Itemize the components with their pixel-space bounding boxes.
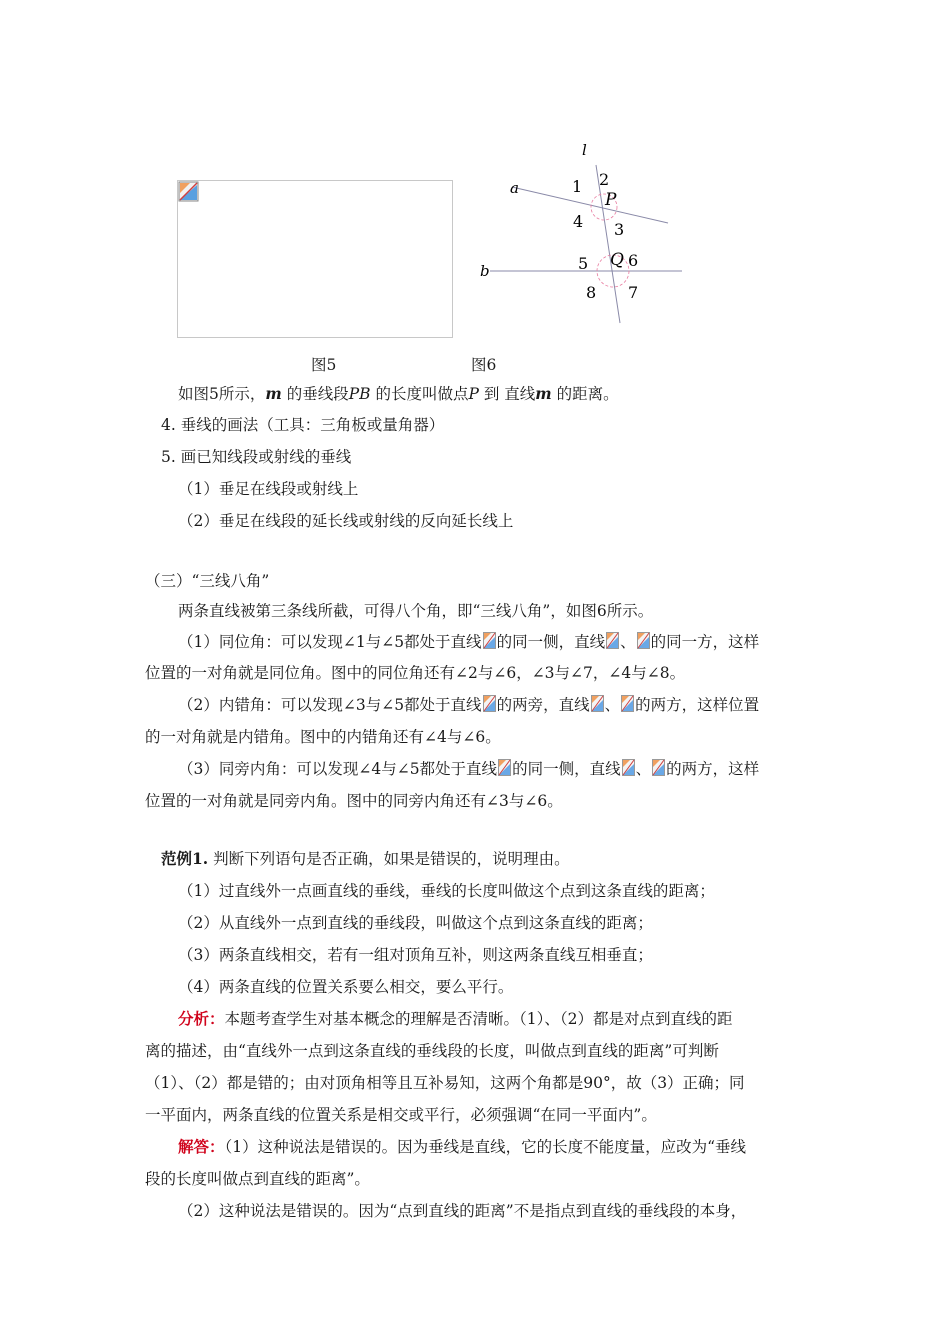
- answer-line-3: （2）这种说法是错误的。因为“点到直线的距离”不是指点到直线的垂线段的本身，: [178, 1202, 747, 1220]
- figure-6-caption: 图6: [471, 356, 497, 374]
- item-5: 5. 画已知线段或射线的垂线: [161, 448, 352, 466]
- corresponding-angles-line-1: （1）同位角：可以发现∠1与∠5都处于直线 的同一侧，直线 、 的同一方，这样: [178, 633, 760, 651]
- alternate-angles-line-2: 的一对角就是内错角。图中的内错角还有∠4与∠6。: [145, 728, 501, 746]
- broken-image-icon: [622, 759, 635, 776]
- answer-line-2: 段的长度叫做点到直线的距离”。: [145, 1170, 370, 1188]
- analysis-line-2: 离的描述，由“直线外一点到这条直线的垂线段的长度，叫做点到直线的距离”可判断: [145, 1042, 719, 1060]
- figure-6-diagram: [470, 135, 700, 335]
- example-q4: （4）两条直线的位置关系要么相交，要么平行。: [178, 978, 514, 996]
- label-l: l: [582, 141, 587, 159]
- label-a: a: [510, 179, 519, 197]
- broken-image-icon: [591, 695, 604, 712]
- item-4: 4. 垂线的画法（工具：三角板或量角器）: [161, 416, 445, 434]
- item-5-2: （2）垂足在线段的延长线或射线的反向延长线上: [178, 512, 514, 530]
- same-side-angles-line-2: 位置的一对角就是同旁内角。图中的同旁内角还有∠3与∠6。: [145, 792, 563, 810]
- analysis-line-4: 一平面内，两条直线的位置关系是相交或平行，必须强调“在同一平面内”。: [145, 1106, 657, 1124]
- broken-image-icon: [483, 695, 496, 712]
- point-label-p: P: [605, 190, 617, 210]
- angle-label-8: 8: [586, 283, 597, 302]
- item-5-1: （1）垂足在线段或射线上: [178, 480, 359, 498]
- example-q2: （2）从直线外一点到直线的垂线段，叫做这个点到这条直线的距离；: [178, 914, 653, 932]
- example-1-heading: 范例1. 判断下列语句是否正确，如果是错误的，说明理由。: [161, 849, 570, 868]
- figure-5-frame: [177, 180, 453, 338]
- angle-label-2: 2: [599, 170, 610, 189]
- broken-image-icon: [621, 695, 634, 712]
- label-b: b: [480, 262, 490, 280]
- definition-paragraph: 如图5所示，m 的垂线段PB 的长度叫做点P 到 直线m 的距离。: [178, 384, 619, 403]
- line-a: [512, 187, 668, 223]
- angle-label-7: 7: [628, 283, 639, 302]
- corresponding-angles-line-2: 位置的一对角就是同位角。图中的同位角还有∠2与∠6，∠3与∠7，∠4与∠8。: [145, 664, 686, 682]
- analysis-line-1: 分析：本题考查学生对基本概念的理解是否清晰。（1）、（2）都是对点到直线的距: [178, 1009, 733, 1028]
- angle-label-4: 4: [573, 212, 584, 231]
- example-q1: （1）过直线外一点画直线的垂线，垂线的长度叫做这个点到这条直线的距离；: [178, 882, 715, 900]
- alternate-angles-line-1: （2）内错角：可以发现∠3与∠5都处于直线 的两旁，直线 、 的两方，这样位置: [178, 696, 760, 714]
- section-3-intro: 两条直线被第三条线所截，可得八个角，即“三线八角”，如图6所示。: [178, 602, 654, 620]
- section-3-title: （三）“三线八角”: [145, 572, 270, 590]
- answer-line-1: 解答：（1）这种说法是错误的。因为垂线是直线，它的长度不能度量，应改为“垂线: [178, 1137, 747, 1156]
- angle-label-1: 1: [572, 177, 583, 196]
- analysis-line-3: （1）、（2）都是错的；由对顶角相等且互补易知，这两个角都是90°，故（3）正确；同: [145, 1074, 745, 1092]
- broken-image-icon: [606, 632, 619, 649]
- angle-label-6: 6: [628, 251, 639, 270]
- broken-image-icon: [652, 759, 665, 776]
- broken-image-icon: [498, 759, 511, 776]
- broken-image-icon: [483, 632, 496, 649]
- broken-image-icon: [637, 632, 650, 649]
- same-side-angles-line-1: （3）同旁内角：可以发现∠4与∠5都处于直线 的同一侧，直线 、 的两方，这样: [178, 760, 760, 778]
- broken-image-icon: [178, 181, 200, 203]
- analysis-label: 分析：: [178, 1009, 225, 1028]
- angle-label-3: 3: [614, 220, 625, 239]
- example-q3: （3）两条直线相交，若有一组对顶角互补，则这两条直线互相垂直；: [178, 946, 653, 964]
- answer-label: 解答：: [178, 1137, 225, 1156]
- figure-5-caption: 图5: [311, 356, 337, 374]
- angle-label-5: 5: [578, 254, 589, 273]
- point-label-q: Q: [610, 250, 624, 270]
